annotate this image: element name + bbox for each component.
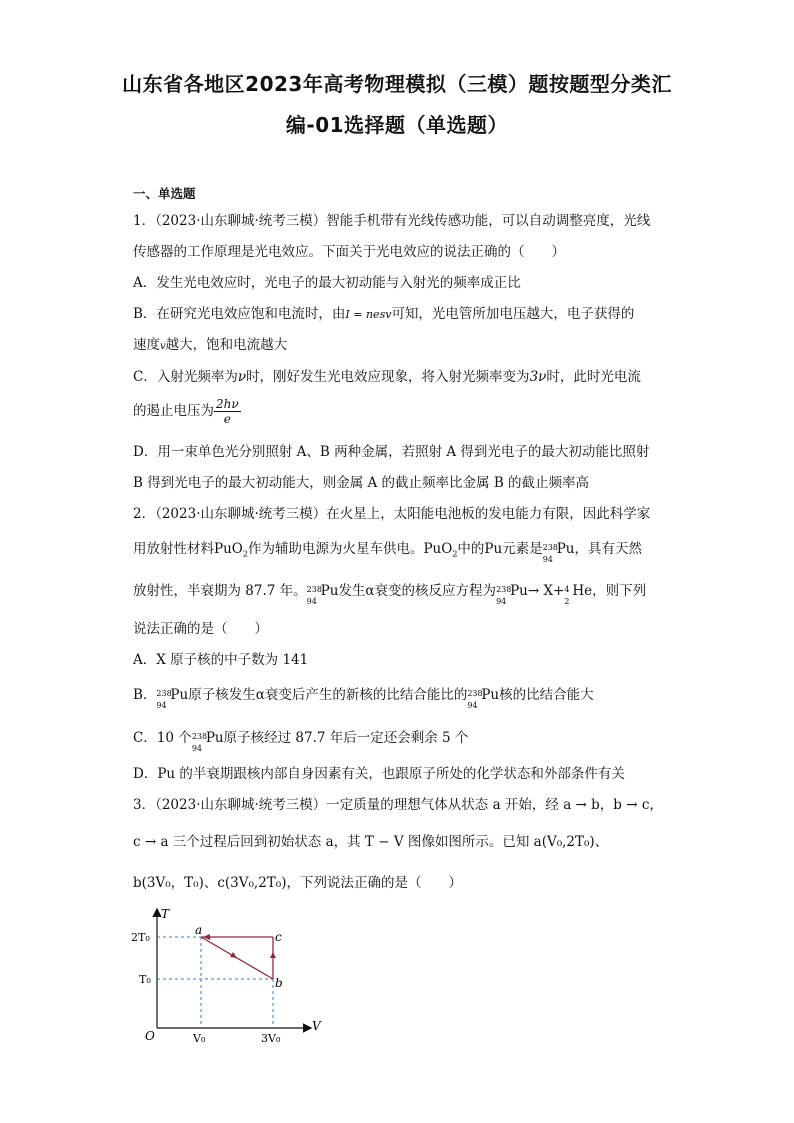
q2-nuclide [542,540,558,564]
q1-c-numerator: 2hν [216,397,239,411]
q1-b-formula: I = nesv [345,308,392,321]
q1-option-c-line2 [133,396,241,426]
point-c: c [275,930,282,944]
q1-c-text2: 时，刚好发生光电效应现象，将入射光频率变为 [246,369,530,385]
q2-b-pu-2: Pu [481,687,500,703]
y-tick-t0: T₀ [139,973,151,986]
q2-c-nuclide [191,729,208,753]
q2-nuclide-2 [306,582,322,606]
q1-b-text4: 越大，饱和电流越大 [165,337,288,353]
q1-b-text1: B．在研究光电效应饱和电流时，由 [133,306,346,322]
x-axis-label: V [312,1019,321,1033]
q2-c-text: 原子核经过 87.7 年后一定还会剩余 5 个 [223,730,469,746]
q2-c-pu: Pu [205,730,224,746]
mass-number: 238 [542,543,558,552]
q1-option-d-line2: B 得到光电子的最大初动能大，则金属 A 的截止频率比金属 B 的截止频率高 [133,475,590,491]
q2-b-text: 原子核发生α衰变后产生的新核的比结合能比的 [188,687,468,703]
atomic-number: 94 [467,701,478,710]
atomic-number: 94 [191,744,202,753]
q1-option-d-line1: D．用一束单色光分别照射 A、B 两种金属，若照射 A 得到光电子的最大初动能比照射 [133,444,650,460]
x-tick-v0: V₀ [193,1032,206,1045]
q2-puo2-b: PuO [423,541,453,557]
y-tick-2t0: 2T₀ [131,931,150,944]
q2-nuclide-3 [496,582,512,606]
atomic-number: 94 [306,597,317,606]
mass-number: 238 [306,585,322,594]
q2-text7: ，则下列 [592,583,647,599]
atomic-number: 94 [496,597,507,606]
q2-stem-line3 [133,582,647,606]
q1-c-nu: ν [237,369,247,385]
q2-option-b [133,686,594,710]
doc-title-line2: 编-01选择题（单选题） [285,113,509,137]
mass-number: 238 [191,732,208,741]
q2-b-label: B． [133,687,157,703]
atomic-number: 94 [542,555,553,564]
q1-option-c-line1 [133,368,641,386]
q1-option-a: A．发生光电效应时，光电子的最大初动能与入射光的频率成正比 [133,275,521,291]
q3-stem-line2: c → a 三个过程后回到初始状态 a，其 T − V 图像如图所示。已知 a(V₀,2T₀)、 [133,834,609,850]
q1-c-text4: 的遏止电压为 [133,403,214,419]
q2-option-a: A．X 原子核的中子数为 141 [133,652,309,668]
q2-stem-line4: 说法正确的是（ ） [133,621,268,637]
point-a: a [195,923,203,937]
q2-arrow: → X+ [527,583,565,599]
q2-c-label: C．10 个 [133,730,192,746]
q1-b-text3: 速度 [133,337,160,353]
q3-stem-line1: 3．（2023·山东聊城·统考三模）一定质量的理想气体从状态 a 开始，经 a → b，b → c， [133,797,663,813]
q2-helium [564,582,572,606]
q2-b-nuclide [156,686,172,710]
q2-b-pu: Pu [170,687,189,703]
y-axis-label: T [161,907,170,921]
t-v-graph [125,900,335,1050]
atomic-number: 94 [156,701,167,710]
q1-option-b-line2 [133,336,287,356]
q2-b-nuclide-2 [467,686,483,710]
q2-text6: 发生α衰变的核反应方程为 [338,583,497,599]
q2-stem-line1: 2．（2023·山东聊城·统考三模）在火星上，太阳能电池板的发电能力有限，因此科学家 [133,506,651,522]
q1-c-denominator: e [223,412,231,426]
q2-pu: Pu [556,541,575,557]
he-z: 2 [564,597,570,606]
q1-c-3nu: 3ν [529,369,547,385]
x-tick-3v0: 3V₀ [261,1032,281,1045]
point-b: b [275,976,283,990]
q2-pu-3: Pu [510,583,528,599]
q1-c-text1: C．入射光频率为 [133,369,238,385]
he-mass: 4 [564,585,570,594]
q2-text4: ，具有天然 [574,541,642,557]
q1-c-text3: 时，此时光电流 [546,369,641,385]
mass-number: 238 [496,585,512,594]
q1-stem-line1: 1．（2023·山东聊城·统考三模）智能手机带有光线传感功能，可以自动调整亮度，光线 [133,213,651,229]
q2-text2: 作为辅助电源为火星车供电。 [247,541,424,557]
q1-option-b-line1 [133,305,634,324]
q2-puo2: PuO [214,541,243,557]
q2-option-c [133,729,469,753]
q2-text5: 放射性，半衰期为 87.7 年。 [133,583,307,599]
q1-b-velocity: v [160,341,166,352]
q1-b-text2: 可知，光电管所加电压越大，电子获得的 [391,306,635,322]
q2-pu-2: Pu [320,583,339,599]
q2-stem-line2: 用放射性材料PuO$_2$作为辅助电源为火星车供电。PuO$_2$中的Pu元素是 238 94 Pu，具有天然 [133,540,642,564]
q1-c-fraction [214,397,241,426]
mass-number: 238 [467,689,483,698]
q3-stem-line3: b(3V₀，T₀)、c(3V₀,2T₀)，下列说法正确的是（ ） [133,875,462,891]
q1-stem-line2: 传感器的工作原理是光电效应。下面关于光电效应的说法正确的（ ） [133,244,565,260]
arrow-bc [270,952,276,958]
q2-text1: 用放射性材料 [133,541,214,557]
section-heading: 一、单选题 [133,186,196,201]
q2-b-text2: 核的比结合能大 [499,687,594,703]
q2-text3: 中的Pu元素是 [457,541,543,557]
q2-option-d: D．Pu 的半衰期跟核内部自身因素有关，也跟原子所处的化学状态和外部条件有关 [133,766,625,782]
origin-label: O [145,1029,155,1043]
q2-he: He [572,583,593,599]
doc-title-line1: 山东省各地区2023年高考物理模拟（三模）题按题型分类汇 [122,72,672,96]
mass-number: 238 [156,689,172,698]
